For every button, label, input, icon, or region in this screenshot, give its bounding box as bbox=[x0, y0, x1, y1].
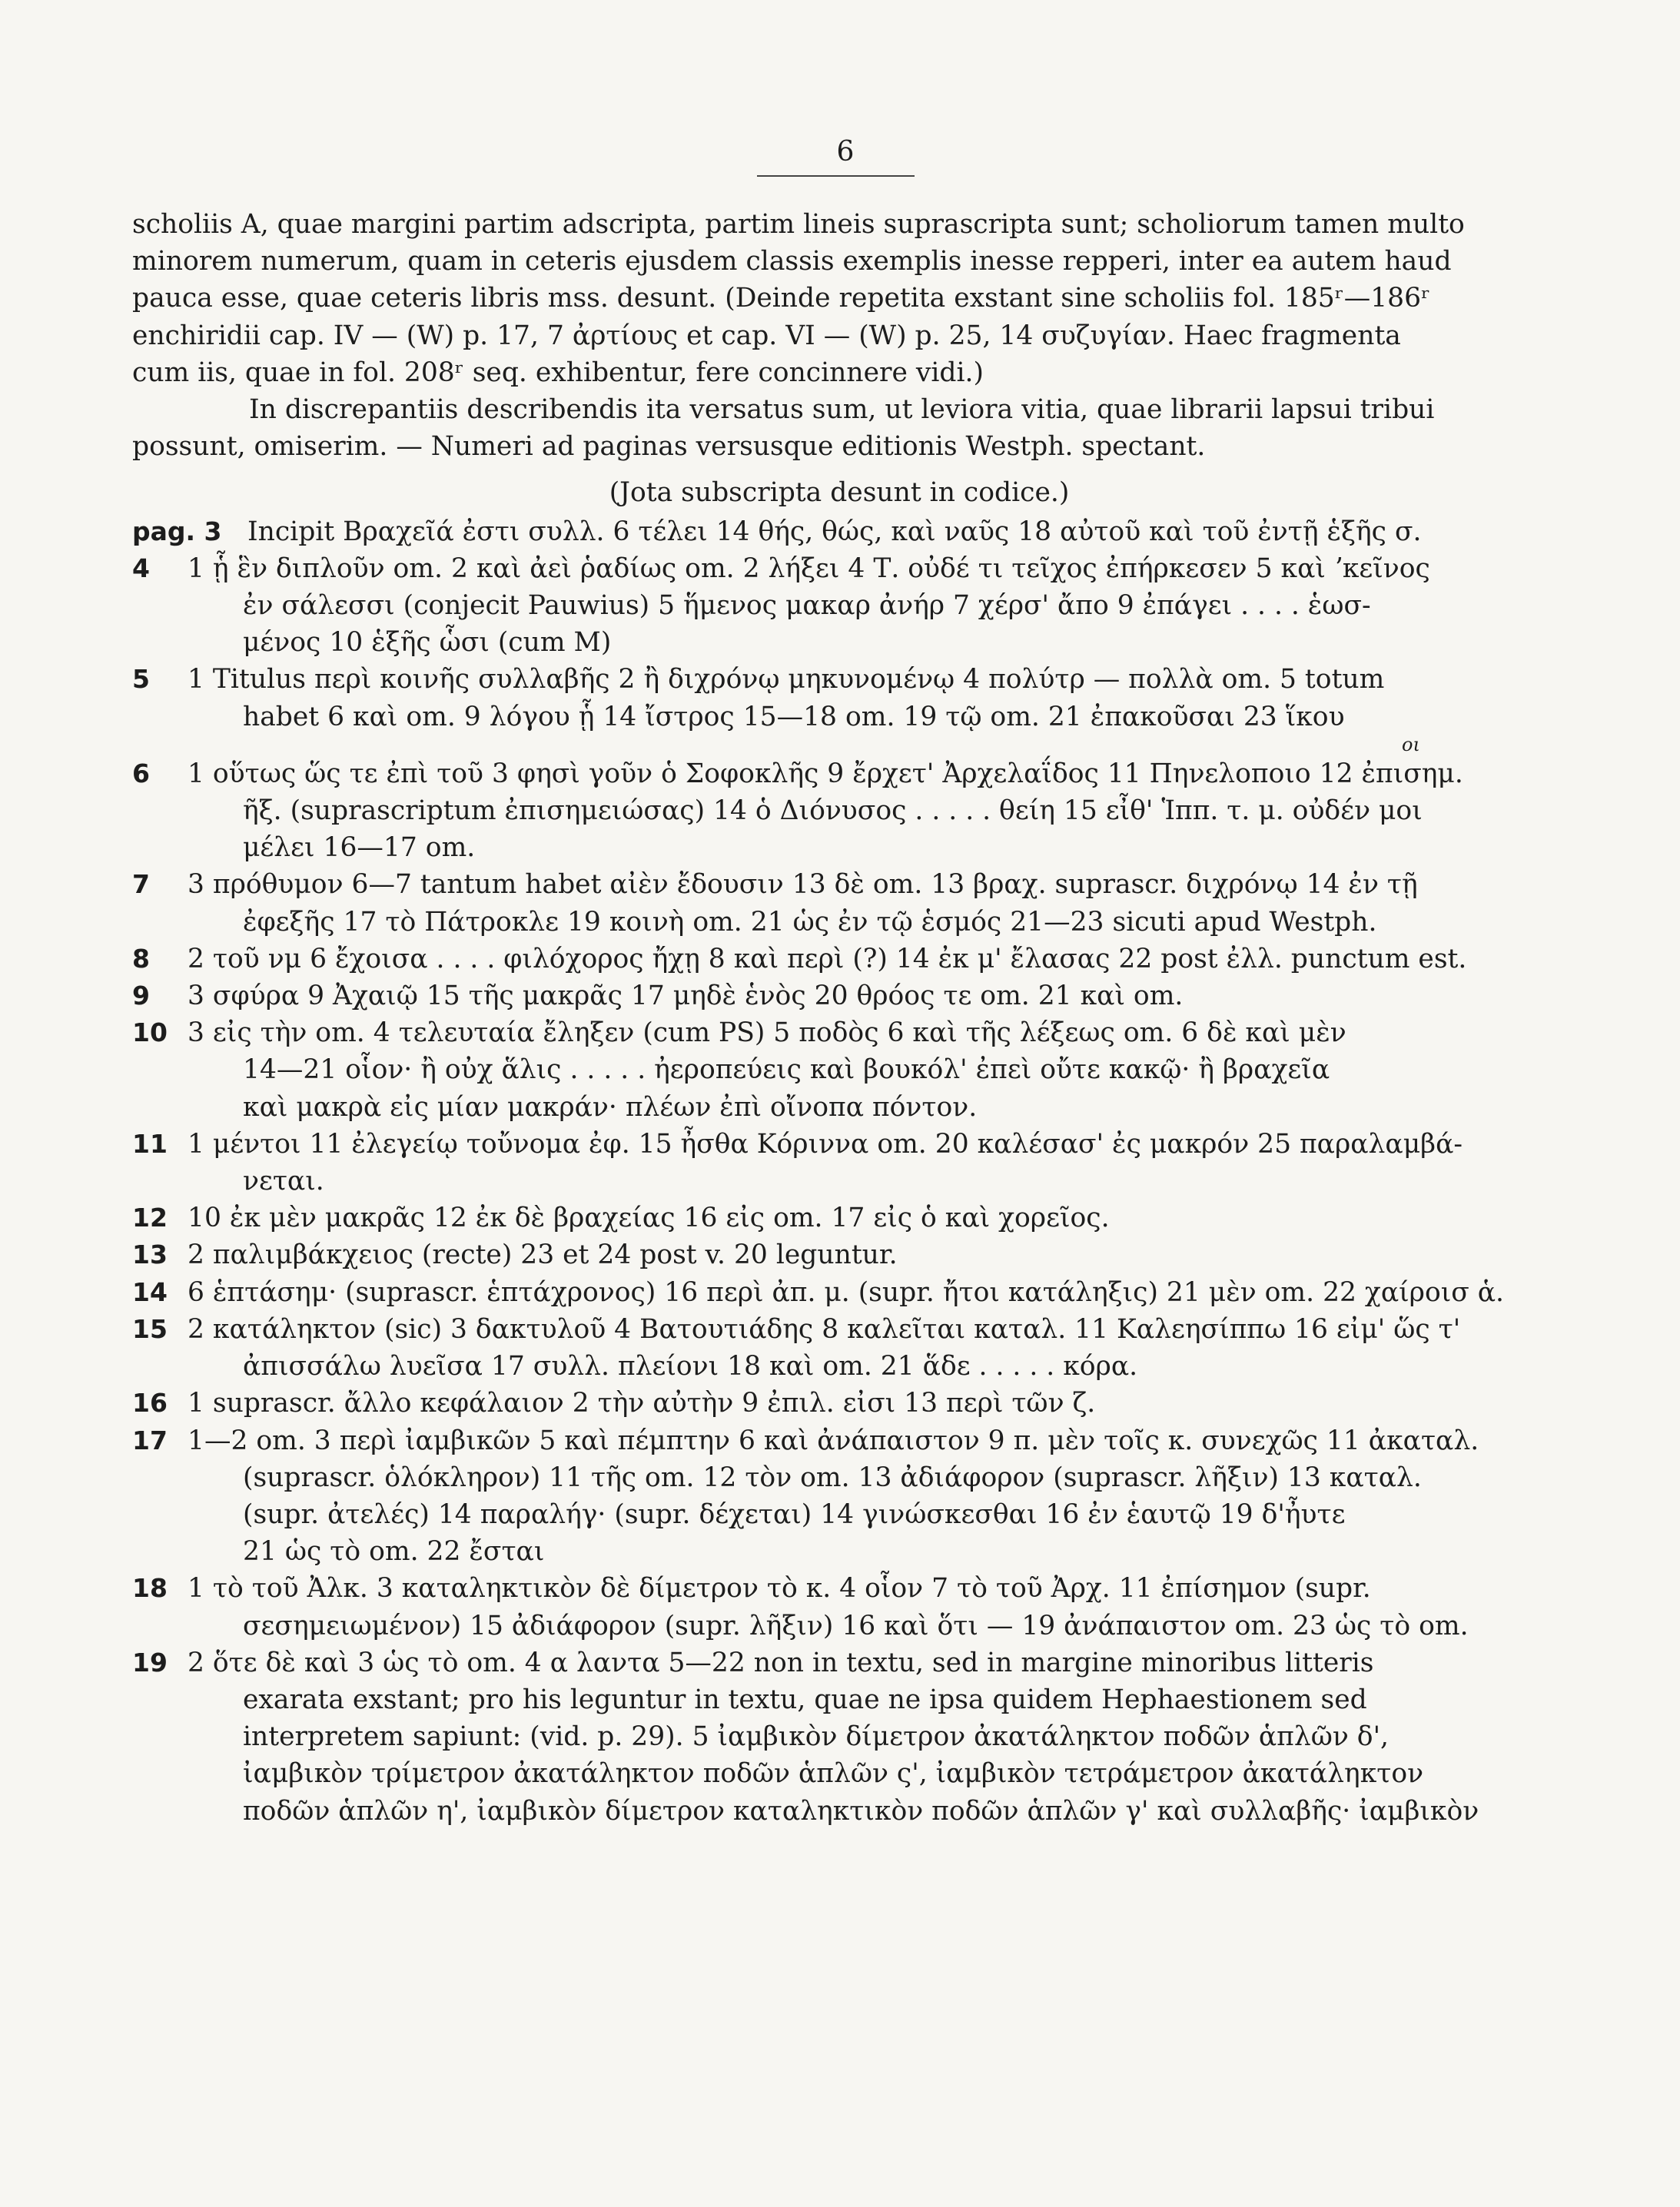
entry-text: 1—2 om. 3 περὶ ἰαμβικῶν 5 καὶ πέμπτην 6 καὶ ἀνάπαιστον 9 π. μὲν τοῖς κ. συνεχῶς 11 ἀκαταλ. bbox=[188, 1425, 1479, 1456]
collation-entry bbox=[132, 866, 1546, 940]
entry-first-line bbox=[132, 1236, 1546, 1273]
entry-text: 2 κατάληκτον (sic) 3 δακτυλοῦ 4 Βατουτιάδης 8 καλεῖται καταλ. 11 Καλεησίππω 16 εἰμ' ὥς τ' bbox=[188, 1313, 1461, 1345]
entry-first-line bbox=[132, 1385, 1546, 1422]
page-reference: 17 bbox=[132, 1425, 168, 1455]
page-reference: 14 bbox=[132, 1276, 168, 1307]
entry-first-line bbox=[132, 1422, 1546, 1459]
collation-entry bbox=[132, 1385, 1546, 1422]
entry-first-line bbox=[132, 941, 1546, 977]
collation-entry bbox=[132, 1014, 1546, 1126]
entry-continuation: exarata exstant; pro his leguntur in textu, quae ne ipsa quidem Hephaestionem sed bbox=[243, 1684, 1367, 1715]
page-reference: 19 bbox=[132, 1647, 168, 1678]
collation-entry bbox=[132, 735, 1546, 867]
collation-entry bbox=[132, 1126, 1546, 1200]
entry-first-line bbox=[132, 1644, 1546, 1681]
page-reference: 18 bbox=[132, 1573, 168, 1604]
entry-text: 2 παλιμβάκχειος (recte) 23 et 24 post v. 20 leguntur. bbox=[188, 1240, 898, 1271]
entry-continuation: (supr. ἀτελές) 14 παραλήγ· (supr. δέχεται) 14 γινώσκεσθαι 16 ἐν ἑαυτῷ 19 δ'ἦυτε bbox=[243, 1498, 1346, 1530]
collation-entry bbox=[132, 513, 1546, 550]
collation-entry bbox=[132, 1274, 1546, 1311]
page-reference: 13 bbox=[132, 1240, 168, 1270]
text-line: minorem numerum, quam in ceteris ejusdem classis exemplis inesse repperi, inter ea autem haud bbox=[132, 246, 1452, 277]
page-reference: 10 bbox=[132, 1017, 168, 1048]
collation-entry bbox=[132, 1311, 1546, 1385]
entry-text: 2 τοῦ νμ 6 ἔχοισα . . . . φιλόχορος ἤχῃ 8 καὶ περὶ (?) 14 ἐκ μ' ἔλασας 22 post ἐλλ. punctum est. bbox=[188, 943, 1467, 974]
page-reference: 6 bbox=[132, 758, 150, 788]
page-reference: 4 bbox=[132, 553, 150, 583]
entry-text: 1 οὕτως ὥς τε ἐπὶ τοῦ 3 φησὶ γοῦν ὁ Σοφοκλῆς 9 ἔρχετ' Ἀρχελαΐδος 11 Πηνελοποιο 12 ἐπισημ. bbox=[188, 758, 1463, 789]
entry-text: 2 ὅτε δὲ καὶ 3 ὡς τὸ om. 4 α λαντα 5—22 non in textu, sed in margine minoribus litteris bbox=[188, 1647, 1374, 1678]
entry-text: 1 τὸ τοῦ Ἀλκ. 3 καταληκτικὸν δὲ δίμετρον τὸ κ. 4 οἷον 7 τὸ τοῦ Ἀρχ. 11 ἐπίσημον (supr. bbox=[188, 1573, 1371, 1605]
page-reference: pag. 3 bbox=[132, 516, 222, 546]
method-paragraph bbox=[132, 391, 1546, 465]
collation-entry bbox=[132, 550, 1546, 662]
entry-text: 10 ἐκ μὲν μακρᾶς 12 ἐκ δὲ βραχείας 16 εἰς om. 17 εἰς ὁ καὶ χορεῖος. bbox=[188, 1203, 1110, 1234]
page-reference: 12 bbox=[132, 1203, 168, 1233]
entry-first-line bbox=[132, 513, 1546, 550]
entry-first-line bbox=[132, 661, 1546, 698]
entry-text: 3 σφύρα 9 Ἀχαιῷ 15 τῆς μακρᾶς 17 μηδὲ ἑνὸς 20 θρόος τε om. 21 καὶ om. bbox=[188, 981, 1184, 1012]
collation-entry bbox=[132, 661, 1546, 735]
entry-continuation: ἐν σάλεσσι (conjecit Pauwius) 5 ἥμενος μακαρ ἀνήρ 7 χέρσ' ἄπο 9 ἐπάγει . . . . ἑωσ- bbox=[243, 590, 1371, 622]
entry-continuation: habet 6 καὶ om. 9 λόγου ᾗ 14 ἴστρος 15—18 om. 19 τῷ om. 21 ἐπακοῦσαι 23 ἵκου bbox=[243, 701, 1345, 732]
entry-first-line bbox=[132, 550, 1546, 587]
entry-continuation: μένος 10 ἑξῆς ὧσι (cum M) bbox=[243, 627, 612, 659]
entry-continuation: ἀπισσάλω λυεῖσα 17 συλλ. πλείονι 18 καὶ om. 21 ἅδε . . . . . κόρα. bbox=[243, 1351, 1138, 1382]
entry-first-line bbox=[132, 1311, 1546, 1348]
collation-entries bbox=[132, 513, 1546, 1830]
entry-continuation: καὶ μακρὰ εἰς μίαν μακράν· πλέων ἐπὶ οἴνοπα πόντον. bbox=[243, 1091, 978, 1123]
jota-note: (Jota subscripta desunt in codice.) bbox=[609, 477, 1070, 509]
entry-first-line bbox=[132, 866, 1546, 903]
entry-continuation: ἰαμβικὸν τρίμετρον ἀκατάληκτον ποδῶν ἁπλῶν ς', ἰαμβικὸν τετράμετρον ἀκατάληκτον bbox=[243, 1758, 1424, 1790]
entry-first-line bbox=[132, 977, 1546, 1014]
entry-first-line bbox=[132, 755, 1546, 792]
page-reference: 5 bbox=[132, 664, 150, 695]
page-reference: 9 bbox=[132, 981, 150, 1011]
entry-text: 1 Titulus περὶ κοινῆς συλλαβῆς 2 ἢ διχρόνῳ μηκυνομένῳ 4 πολύτρ — πολλὰ om. 5 totum bbox=[188, 664, 1385, 695]
text-line: possunt, omiserim. — Numeri ad paginas versusque editionis Westph. spectant. bbox=[132, 431, 1206, 463]
entry-continuation: 14—21 οἷον· ἢ οὐχ ἅλις . . . . . ἠεροπεύεις καὶ βουκόλ' ἐπεὶ οὔτε κακῷ· ἢ βραχεῖα bbox=[243, 1054, 1330, 1086]
collation-entry bbox=[132, 941, 1546, 977]
entry-continuation: (suprascr. ὁλόκληρον) 11 τῆς om. 12 τὸν om. 13 ἀδιάφορον (suprascr. λῆξιν) 13 καταλ. bbox=[243, 1462, 1422, 1493]
entry-text: Incipit Βραχεῖά ἐστι συλλ. 6 τέλει 14 θής, θώς, καὶ ναῦς 18 αὐτοῦ καὶ τοῦ ἐντῇ ἑξῆς σ. bbox=[247, 516, 1422, 547]
entry-text: 1 μέντοι 11 ἐλεγείῳ τοὔνομα ἐφ. 15 ἦσθα Κόριννα om. 20 καλέσασ' ἐς μακρόν 25 παραλαμβά- bbox=[188, 1128, 1463, 1160]
entry-continuation: ποδῶν ἁπλῶν η', ἰαμβικὸν δίμετρον καταληκτικὸν ποδῶν ἁπλῶν γ' καὶ συλλαβῆς· ἰαμβικὸν bbox=[243, 1795, 1479, 1827]
collation-entry bbox=[132, 977, 1546, 1014]
text-line: scholiis A, quae margini partim adscripta, partim lineis suprascripta sunt; scholiorum tamen multo bbox=[132, 209, 1465, 240]
entry-text: 1 suprascr. ἄλλο κεφάλαιον 2 τὴν αὐτὴν 9 ἐπιλ. εἰσι 13 περὶ τῶν ζ. bbox=[188, 1388, 1096, 1419]
collation-entry bbox=[132, 1236, 1546, 1273]
page-reference: 11 bbox=[132, 1128, 168, 1159]
entry-first-line bbox=[132, 1274, 1546, 1311]
entry-first-line bbox=[132, 1126, 1546, 1163]
text-line: In discrepantiis describendis ita versatus sum, ut leviora vitia, quae librarii lapsui tribui bbox=[249, 394, 1435, 426]
entry-text: 3 εἰς τὴν om. 4 τελευταία ἔληξεν (cum PS) 5 ποδὸς 6 καὶ τῆς λέξεως om. 6 δὲ καὶ μὲν bbox=[188, 1017, 1346, 1049]
page-reference: 7 bbox=[132, 869, 150, 900]
entry-continuation: νεται. bbox=[243, 1166, 324, 1197]
entry-first-line bbox=[132, 1570, 1546, 1607]
collation-entry bbox=[132, 1200, 1546, 1236]
page-reference: 8 bbox=[132, 943, 150, 974]
entry-continuation: ῆξ. (suprascriptum ἐπισημειώσας) 14 ὁ Διόνυσος . . . . . θείη 15 εἶθ' Ἱππ. τ. μ. οὐδέν μοι bbox=[243, 795, 1423, 827]
text-line: cum iis, quae in fol. 208ʳ seq. exhibentur, fere concinnere vidi.) bbox=[132, 357, 984, 388]
entry-first-line bbox=[132, 1014, 1546, 1051]
superscript-note: οι bbox=[1402, 733, 1420, 755]
entry-continuation: σεσημειωμένον) 15 ἀδιάφορον (supr. λῆξιν) 16 καὶ ὅτι — 19 ἀνάπαιστον om. 23 ὡς τὸ om. bbox=[243, 1610, 1469, 1641]
page-number-rule bbox=[757, 175, 915, 177]
page-reference: 16 bbox=[132, 1388, 168, 1419]
text-line: enchiridii cap. IV — (W) p. 17, 7 ἀρτίους et cap. VI — (W) p. 25, 14 συζυγίαν. Haec fragmenta bbox=[132, 320, 1401, 351]
entry-text: 1 ᾗ ἓν διπλοῦν om. 2 καὶ ἀεὶ ῥαδίως om. 2 λήξει 4 Τ. οὐδέ τι τεῖχος ἐπήρκεσεν 5 καὶ ʼκεῖνος bbox=[188, 553, 1430, 584]
entry-first-line bbox=[132, 1200, 1546, 1236]
page-number: 6 bbox=[836, 136, 855, 168]
entry-continuation: ἐφεξῆς 17 τὸ Πάτροκλε 19 κοινὴ om. 21 ὡς ἐν τῷ ἑσμός 21—23 sicuti apud Westph. bbox=[243, 906, 1377, 938]
body-text bbox=[132, 206, 1546, 1830]
intro-paragraph bbox=[132, 206, 1546, 391]
text-line: pauca esse, quae ceteris libris mss. desunt. (Deinde repetita exstant sine scholiis fol. 185ʳ—186ʳ bbox=[132, 283, 1431, 314]
entry-continuation: interpretem sapiunt: (vid. p. 29). 5 ἰαμβικὸν δίμετρον ἀκατάληκτον ποδῶν ἁπλῶν δ', bbox=[243, 1721, 1389, 1753]
entry-continuation: μέλει 16—17 om. bbox=[243, 832, 476, 864]
collation-entry bbox=[132, 1422, 1546, 1571]
collation-entry bbox=[132, 1570, 1546, 1644]
entry-text: 6 ἑπτάσημ· (suprascr. ἑπτάχρονος) 16 περὶ ἀπ. μ. (supr. ἤτοι κατάληξις) 21 μὲν om. 22 χαίροισ ἁ. bbox=[188, 1276, 1505, 1308]
collation-entry bbox=[132, 1644, 1546, 1830]
entry-continuation: 21 ὡς τὸ om. 22 ἔσται bbox=[243, 1536, 545, 1568]
page-reference: 15 bbox=[132, 1313, 168, 1344]
entry-text: 3 πρόθυμον 6—7 tantum habet αἰὲν ἔδουσιν 13 δὲ om. 13 βραχ. suprascr. διχρόνῳ 14 ἐν τῇ bbox=[188, 869, 1418, 901]
